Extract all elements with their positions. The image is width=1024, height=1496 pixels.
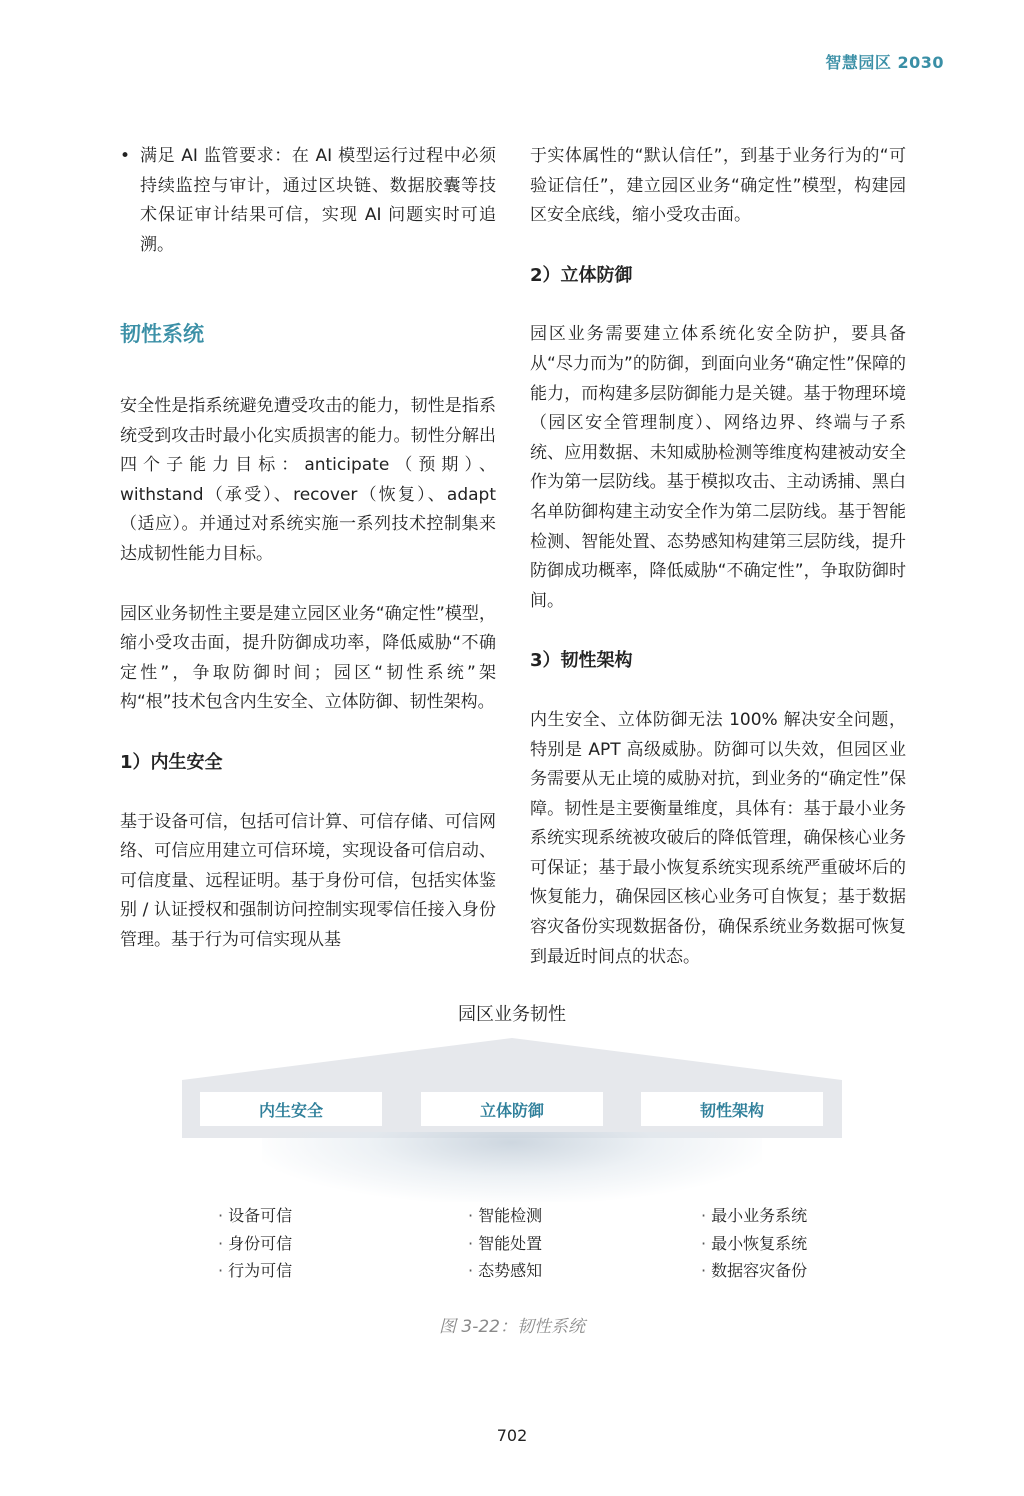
- paragraph: 于实体属性的“默认信任”，到基于业务行为的“可验证信任”，建立园区业务“确定性”模型，构建园区安全底线，缩小受攻击面。: [530, 146, 906, 226]
- item-list: [468, 1202, 542, 1285]
- header-brand: 智慧园区 2030: [825, 53, 944, 72]
- list-item: · 行为可信: [218, 1257, 292, 1285]
- paragraph: 园区业务需要建立体系统化安全防护，要具备从“尽力而为”的防御，到面向业务“确定性”保障的能力，而构建多层防御能力是关键。基于物理环境（园区安全管理制度）、网络边界、终端与子系统、应用数据、未知威胁检测等维度构建被动安全作为第一层防线。基于模拟攻击、主动诱捕、黑白名单防御构建主动安全作为第二层防线。基于智能检测、智能处置、态势感知构建第三层防线，提升防御成功概率，降低威胁“不确定性”，争取防御时间。: [530, 324, 906, 611]
- page-number: 702: [496, 1426, 528, 1445]
- paragraph: 基于设备可信，包括可信计算、可信存储、可信网络、可信应用建立可信环境，实现设备可信启动、可信度量、远程证明。基于身份可信，包括实体鉴别 / 认证授权和强制访问控制实现零信任接入身份管理。基于行为可信实现从基: [120, 811, 496, 950]
- sub-heading: 2）立体防御: [530, 264, 633, 286]
- section-title: 韧性系统: [120, 322, 204, 347]
- right-column: [530, 142, 906, 972]
- left-column: [120, 142, 496, 955]
- paragraph: 园区业务韧性主要是建立园区业务“确定性”模型，缩小受攻击面，提升防御成功率，降低威胁“不确定性”，争取防御时间；园区“韧性系统”架构“根”技术包含内生安全、立体防御、韧性架构。: [120, 603, 496, 713]
- pillar-endogenous-security: 内生安全: [200, 1092, 382, 1126]
- list-item: · 数据容灾备份: [701, 1257, 807, 1285]
- list-item: · 态势感知: [468, 1257, 542, 1285]
- sub-heading: 1）内生安全: [120, 751, 223, 773]
- item-list: [218, 1202, 292, 1285]
- diagram-title: 园区业务韧性: [458, 1004, 566, 1025]
- resilience-diagram: [120, 1000, 904, 1290]
- figure-caption: 图 3-22：韧性系统: [439, 1317, 585, 1337]
- bullet-item: • 满足 AI 监管要求：在 AI 模型运行过程中必须持续监控与审计，通过区块链、数据胶囊等技术保证审计结果可信，实现 AI 问题实时可追溯。: [120, 142, 496, 260]
- list-item: · 身份可信: [218, 1230, 292, 1258]
- list-item: · 最小恢复系统: [701, 1230, 807, 1258]
- item-list: [701, 1202, 807, 1285]
- pillar-resilient-architecture: 韧性架构: [641, 1092, 823, 1126]
- sub-heading: 3）韧性架构: [530, 650, 633, 672]
- pillar-3d-defense: 立体防御: [421, 1092, 603, 1126]
- list-item: · 设备可信: [218, 1202, 292, 1230]
- paragraph: 内生安全、立体防御无法 100% 解决安全问题，特别是 APT 高级威胁。防御可以失效，但园区业务需要从无止境的威胁对抗，到业务的“确定性”保障。韧性是主要衡量维度，具体有：基于最小业务系统实现系统被攻破后的降低管理，确保核心业务可保证；基于最小恢复系统实现系统严重破坏后的恢复能力，确保园区核心业务可自恢复；基于数据容灾备份实现数据备份，确保系统业务数据可恢复到最近时间点的状态。: [530, 709, 906, 967]
- list-item: · 智能处置: [468, 1230, 542, 1258]
- diagram-glow: [262, 1132, 762, 1202]
- list-item: · 最小业务系统: [701, 1202, 807, 1230]
- list-item: · 智能检测: [468, 1202, 542, 1230]
- paragraph: 安全性是指系统避免遭受攻击的能力，韧性是指系统受到攻击时最小化实质损害的能力。韧性分解出四个子能力目标：anticipate（预期）、withstand（承受）、recover（恢复）、adapt（适应）。并通过对系统实施一系列技术控制集来达成韧性能力目标。: [120, 395, 496, 564]
